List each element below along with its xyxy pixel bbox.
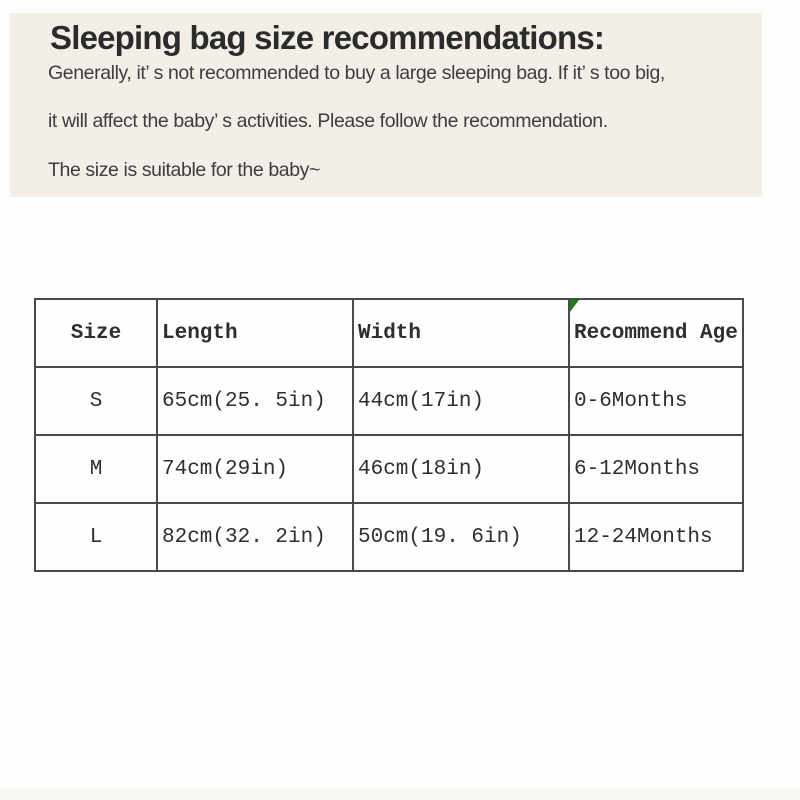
width-cell: 44cm(17in) [353,367,569,435]
length-cell: 82cm(32. 2in) [157,503,353,571]
age-cell: 6-12Months [569,435,743,503]
column-header-recommend-age: Recommend Age [569,299,743,367]
table-row-m [35,435,743,503]
intro-line-1: Generally, it’ s not recommended to buy a large sleeping bag. If it’ s too big, [48,62,665,84]
length-cell: 65cm(25. 5in) [157,367,353,435]
table-row-l [35,503,743,571]
size-cell: M [35,435,157,503]
column-header-size: Size [35,299,157,367]
bottom-edge-strip [0,789,800,800]
length-cell: 74cm(29in) [157,435,353,503]
section-title: Sleeping bag size recommendations: [50,19,605,56]
age-cell: 0-6Months [569,367,743,435]
green-corner-marker-icon [570,300,579,312]
table-header-row [35,299,743,367]
intro-panel [10,13,762,197]
size-cell: S [35,367,157,435]
size-cell: L [35,503,157,571]
width-cell: 50cm(19. 6in) [353,503,569,571]
size-chart-table [34,298,744,572]
intro-line-2: it will affect the baby’ s activities. Please follow the recommendation. [48,110,608,132]
width-cell: 46cm(18in) [353,435,569,503]
age-cell: 12-24Months [569,503,743,571]
intro-line-3: The size is suitable for the baby~ [48,159,321,181]
table-row-s [35,367,743,435]
column-header-length: Length [157,299,353,367]
column-header-width: Width [353,299,569,367]
